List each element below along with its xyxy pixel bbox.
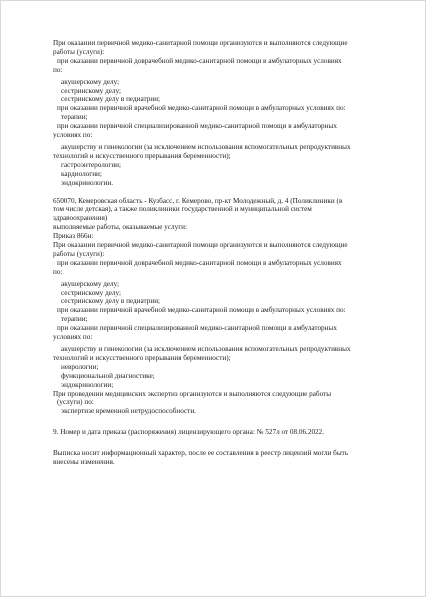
text-line: акушерству и гинекологии (за исключением использования вспомогательных репродуктивных bbox=[61, 345, 351, 353]
text-line: при оказании первичной специализированной медико-санитарной помощи в амбулаторных bbox=[57, 324, 337, 333]
text-line: сестринскому делу в педиатрии; bbox=[61, 297, 161, 306]
text-line: технологий и искусственного прерывания беременности); bbox=[53, 151, 231, 160]
text-line: при оказании первичной специализированной медико-санитарной помощи в амбулаторных bbox=[57, 122, 337, 131]
disclaimer-line: внесены изменения. bbox=[53, 458, 115, 467]
text-line: терапии; bbox=[61, 315, 88, 324]
text-line: при оказании первичной врачебной медико-санитарной помощи в амбулаторных условиях по: bbox=[57, 306, 346, 315]
text-line: экспертизе временной нетрудоспособности. bbox=[61, 407, 196, 416]
text-line: выполняемые работы, оказываемые услуги: bbox=[53, 223, 187, 232]
text-line: работы (услуги): bbox=[53, 47, 105, 56]
text-line: сестринскому делу; bbox=[61, 288, 121, 297]
text-line: Приказ 866н: bbox=[53, 232, 94, 241]
text-line: условиях по: bbox=[53, 131, 93, 140]
document-content bbox=[53, 39, 399, 467]
text-line: кардиологии; bbox=[61, 169, 102, 178]
disclaimer-line: Выписка носит информационный характер, после ее составления в реестр лицензий могли быть bbox=[53, 449, 349, 458]
text-line: акушерству и гинекологии (за исключением использования вспомогательных репродуктивных bbox=[61, 142, 351, 151]
text-line: При оказании первичной медико-санитарной помощи организуются и выполняются следующие bbox=[53, 241, 348, 250]
text-line: при оказании первичной врачебной медико-санитарной помощи в амбулаторных условиях по: bbox=[57, 104, 346, 113]
text-line: гастроэнтерологии; bbox=[61, 160, 122, 169]
text-line: по: bbox=[53, 267, 63, 276]
text-line: эндокринологии. bbox=[61, 178, 114, 187]
license-order-line: 9. Номер и дата приказа (распоряжения) лицензирующего органа: № 527л от 08.06.2022. bbox=[53, 428, 325, 437]
text-line: технологий и искусственного прерывания беременности); bbox=[53, 353, 231, 362]
address-line: здравоохранения) bbox=[53, 214, 108, 223]
text-line: акушерскому делу; bbox=[61, 77, 120, 86]
text-line: функциональной диагностике; bbox=[61, 371, 155, 380]
text-line: при оказании первичной доврачебной медико-санитарной помощи в амбулаторных условиях bbox=[57, 56, 342, 65]
text-line: акушерскому делу; bbox=[61, 279, 120, 288]
text-line: При оказании первичной медико-санитарной помощи организуются и выполняются следующие bbox=[53, 39, 348, 47]
text-line: по: bbox=[53, 65, 63, 74]
text-line: эндокринологии; bbox=[61, 380, 114, 389]
text-line: сестринскому делу в педиатрии; bbox=[61, 95, 161, 104]
text-line: сестринскому делу; bbox=[61, 86, 121, 95]
text-line: терапии; bbox=[61, 113, 88, 122]
text-line: (услуги) по: bbox=[57, 398, 94, 407]
address-line: 650070, Кемеровская область - Кузбасс, г. Кемерово, пр-кт Молодежный, д. 4 (Поликлиники (в bbox=[53, 196, 343, 205]
text-line: неврологии; bbox=[61, 362, 99, 371]
address-line: том числе детская), а также поликлиники государственной и муниципальной систем bbox=[53, 205, 312, 214]
text-line: При проведении медицинских экспертиз организуются и выполняются следующие работы bbox=[53, 389, 332, 398]
text-line: условиях по: bbox=[53, 333, 93, 342]
text-line: при оказании первичной доврачебной медико-санитарной помощи в амбулаторных условиях bbox=[57, 258, 342, 267]
text-line: работы (услуги): bbox=[53, 249, 105, 258]
